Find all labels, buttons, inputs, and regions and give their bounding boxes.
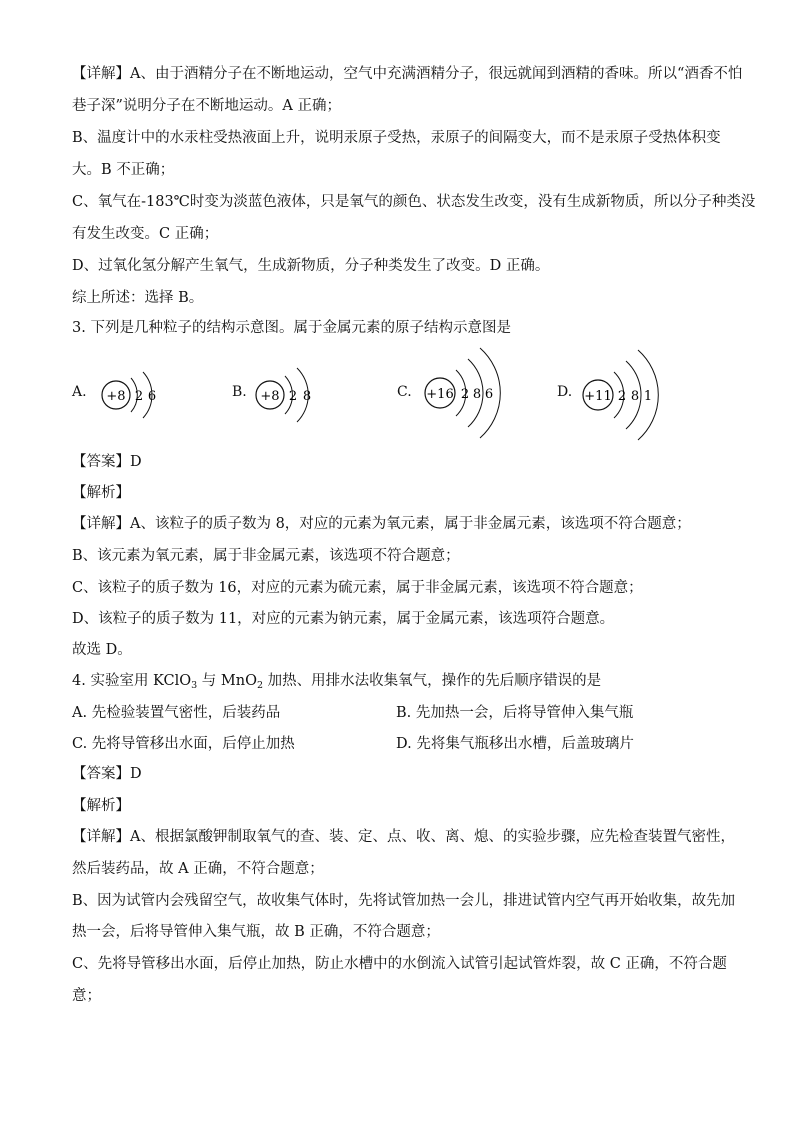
q2-detail-b-line2: 大。B 不正确；	[72, 162, 175, 178]
electron-count-c-2: 8	[472, 387, 482, 402]
q3-detail-d: D、该粒子的质子数为 11，对应的元素为钠元素，属于金属元素，该选项符合题意。	[72, 611, 615, 627]
q4-option-b: B. 先加热一会，后将导管伸入集气瓶	[396, 705, 634, 721]
q3-option-d-label: D.	[557, 384, 573, 400]
q4-option-d: D. 先将集气瓶移出水槽，后盖玻璃片	[396, 736, 634, 752]
electron-count-d-1: 2	[617, 389, 627, 404]
q3-detail-c: C、该粒子的质子数为 16，对应的元素为硫元素，属于非金属元素，该选项不符合题意；	[72, 580, 643, 596]
nucleus-label-d: +11	[584, 389, 612, 404]
q4-detail-b-line2: 热一会，后将导管伸入集气瓶，故 B 正确，不符合题意；	[72, 924, 440, 940]
q3-option-a-label: A.	[72, 384, 87, 400]
q4-stem-pre: 4. 实验室用 KClO	[72, 673, 192, 689]
q4-sub-3: 3	[191, 680, 198, 691]
nucleus-label-b: +8	[260, 389, 280, 404]
q3-detail-a: 【详解】A、该粒子的质子数为 8，对应的元素为氧元素，属于非金属元素，该选项不符合题意；	[72, 516, 691, 532]
nucleus-label-a: +8	[106, 389, 126, 404]
q3-analysis-heading: 【解析】	[72, 485, 130, 501]
electron-count-a-2: 6	[147, 389, 157, 404]
q4-detail-a-line2: 然后装药品，故 A 正确，不符合题意；	[72, 861, 324, 877]
q4-answer: 【答案】D	[72, 766, 142, 782]
q3-answer: 【答案】D	[72, 454, 142, 470]
electron-count-b-2: 8	[302, 389, 312, 404]
q3-stem: 3. 下列是几种粒子的结构示意图。属于金属元素的原子结构示意图是	[72, 320, 511, 336]
atom-diagram-c	[425, 348, 500, 438]
q2-detail-b-line1: B、温度计中的水汞柱受热液面上升，说明汞原子受热，汞原子的间隔变大，而不是汞原子受热体积变	[72, 130, 721, 146]
q2-detail-d-line1: D、过氧化氢分解产生氧气，生成新物质，分子种类发生了改变。D 正确。	[72, 258, 550, 274]
q2-detail-a-line1: 【详解】A、由于酒精分子在不断地运动，空气中充满酒精分子，很远就闻到酒精的香味。所以“酒香不怕	[72, 66, 743, 82]
q4-option-a: A. 先检验装置气密性，后装药品	[72, 705, 281, 721]
q4-stem	[72, 671, 601, 696]
q2-detail-a-line2: 巷子深”说明分子在不断地运动。A 正确；	[72, 98, 341, 114]
q4-detail-c-line2: 意；	[72, 988, 101, 1004]
atom-diagram-b	[256, 368, 311, 422]
q4-sub-2: 2	[256, 680, 264, 691]
q2-summary: 综上所述：选择 B。	[72, 290, 204, 306]
electron-count-c-1: 2	[460, 387, 470, 402]
q4-stem-mid: 与 MnO	[197, 673, 257, 689]
electron-count-b-1: 2	[288, 389, 298, 404]
q2-detail-c-line1: C、氧气在-183℃时变为淡蓝色液体，只是氧气的颜色、状态发生改变，没有生成新物质，所以分子种类没	[72, 194, 756, 210]
q3-option-c-label: C.	[397, 384, 412, 400]
electron-count-c-3: 6	[484, 387, 494, 402]
atom-diagram-d	[583, 350, 658, 440]
electron-count-d-2: 8	[630, 389, 640, 404]
q4-stem-post: 加热、用排水法收集氧气，操作的先后顺序错误的是	[263, 673, 602, 689]
q4-detail-b-line1: B、因为试管内会残留空气，故收集气体时，先将试管加热一会儿，排进试管内空气再开始收集，故先加	[72, 893, 736, 909]
nucleus-label-c: +16	[426, 387, 454, 402]
q4-detail-c-line1: C、先将导管移出水面，后停止加热，防止水槽中的水倒流入试管引起试管炸裂，故 C 正确，不符合题	[72, 956, 727, 972]
q2-detail-c-line2: 有发生改变。C 正确；	[72, 226, 219, 242]
q4-detail-a-line1: 【详解】A、根据氯酸钾制取氧气的查、装、定、点、收、离、熄、的实验步骤，应先检查装置气密性，	[72, 829, 735, 845]
atom-diagram-a	[102, 372, 156, 418]
q4-option-c: C. 先将导管移出水面，后停止加热	[72, 736, 295, 752]
q4-analysis-heading: 【解析】	[72, 798, 130, 814]
electron-count-a-1: 2	[134, 389, 144, 404]
q3-option-b-label: B.	[232, 384, 247, 400]
electron-count-d-3: 1	[643, 389, 653, 404]
q3-detail-b: B、该元素为氧元素，属于非金属元素，该选项不符合题意；	[72, 548, 460, 564]
q3-conclusion: 故选 D。	[72, 642, 132, 658]
